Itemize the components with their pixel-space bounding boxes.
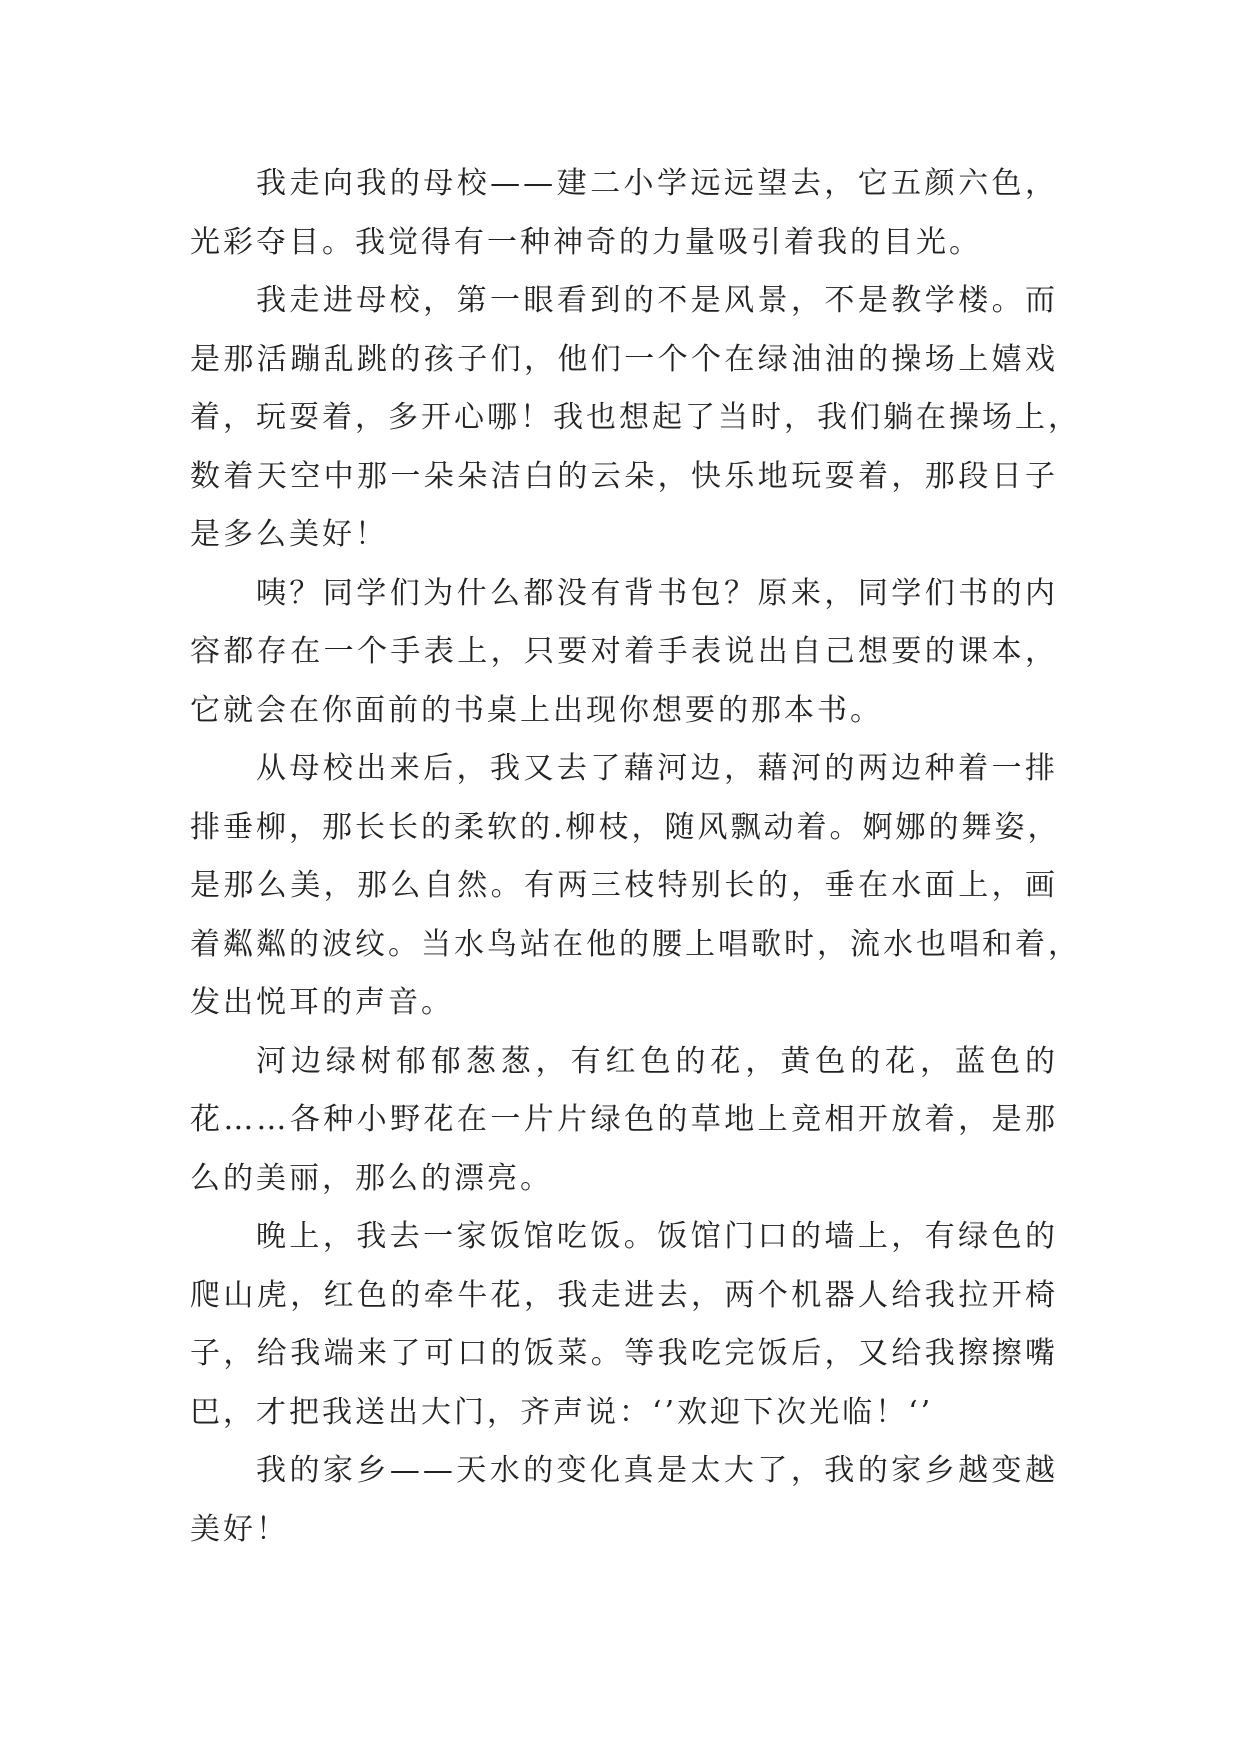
text-line: 我走向我的母校——建二小学远远望去，它五颜六色， <box>256 166 1058 201</box>
text-line: 是那活蹦乱跳的孩子们，他们一个个在绿油油的操场上嬉戏 <box>190 341 1058 377</box>
text-line: 着粼粼的波纹。当水鸟站在他的腰上唱歌时，流水也唱和着， <box>190 926 1081 962</box>
text-line: 它就会在你面前的书桌上出现你想要的那本书。 <box>190 692 883 728</box>
text-line: 花……各种小野花在一片片绿色的草地上竞相开放着，是那 <box>190 1102 1058 1137</box>
text-line: 排垂柳，那长长的柔软的.柳枝，随风飘动着。婀娜的舞姿， <box>190 809 1061 845</box>
text-line: 光彩夺目。我觉得有一种神奇的力量吸引着我的目光。 <box>190 224 982 260</box>
text-line: 巴，才把我送出大门，齐声说：‘’欢迎下次光临！‘’ <box>190 1394 934 1430</box>
text-line: 河边绿树郁郁葱葱，有红色的花，黄色的花，蓝色的 <box>256 1043 1058 1079</box>
text-line: 发出悦耳的声音。 <box>190 985 454 1020</box>
text-line: 子，给我端来了可口的饭菜。等我吃完饭后，又给我擦擦嘴 <box>190 1336 1058 1371</box>
text-line: 是多么美好！ <box>190 517 388 552</box>
text-line: 爬山虎，红色的牵牛花，我走进去，两个机器人给我拉开椅 <box>190 1277 1058 1313</box>
text-line: 容都存在一个手表上，只要对着手表说出自己想要的课本， <box>190 634 1058 669</box>
text-line: 着，玩耍着，多开心哪！我也想起了当时，我们躺在操场上， <box>190 400 1081 435</box>
essay-body <box>190 155 1081 1559</box>
text-line: 美好！ <box>190 1511 289 1547</box>
text-line: 我的家乡——天水的变化真是太大了，我的家乡越变越 <box>256 1453 1058 1488</box>
text-line: 是那么美，那么自然。有两三枝特别长的，垂在水面上，画 <box>190 868 1058 903</box>
text-line: 数着天空中那一朵朵洁白的云朵，快乐地玩耍着，那段日子 <box>190 458 1058 494</box>
text-line: 么的美丽，那么的漂亮。 <box>190 1160 553 1196</box>
text-line: 从母校出来后，我又去了藉河边，藉河的两边种着一排 <box>256 751 1058 786</box>
text-line: 咦？同学们为什么都没有背书包？原来，同学们书的内 <box>256 575 1058 611</box>
text-line: 我走进母校，第一眼看到的不是风景，不是教学楼。而 <box>256 283 1058 318</box>
text-line: 晚上，我去一家饭馆吃饭。饭馆门口的墙上，有绿色的 <box>256 1219 1058 1254</box>
